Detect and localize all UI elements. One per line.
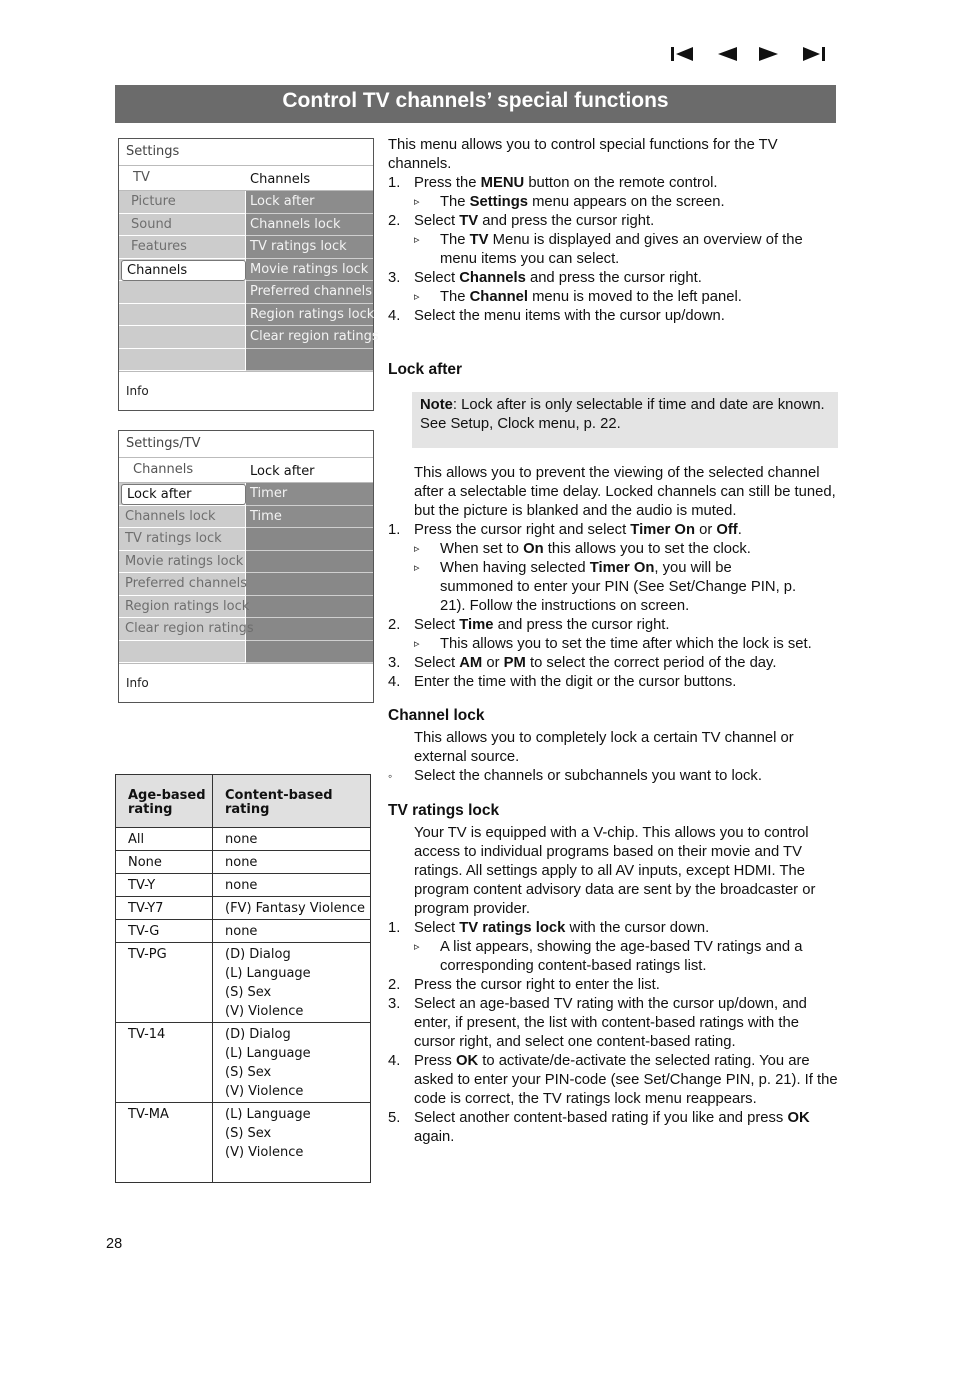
- menu-row: [119, 326, 379, 349]
- ratings-table: [115, 774, 371, 1183]
- menu-item-region-ratings-lock[interactable]: Region ratings lock: [125, 598, 250, 614]
- content-rating: (S) Sex: [225, 985, 272, 1000]
- menu-header: Settings: [119, 139, 373, 166]
- intro-text: This menu allows you to control special functions for the TV channels.: [388, 137, 778, 172]
- menu-item-clear-region-ratings[interactable]: Clear region ratings: [125, 621, 254, 636]
- menu-row: [119, 641, 373, 664]
- step-3-result: ▹ The Channel menu is moved to the left panel.: [414, 289, 742, 305]
- content-rating: (V) Violence: [225, 1084, 304, 1099]
- settings-menu-panel: [118, 138, 379, 411]
- arrow-icon: ▹: [414, 638, 420, 650]
- section-title-tv-ratings-lock: TV ratings lock: [388, 802, 500, 819]
- menu-item-picture[interactable]: Picture: [131, 194, 176, 209]
- content-rating: (V) Violence: [225, 1145, 304, 1160]
- step-2-result: ▹ The TV Menu is displayed and gives an overview of the menu items you can select.: [414, 232, 803, 267]
- content-rating: (D) Dialog: [225, 947, 291, 962]
- lock-after-step-1-result-2: ▹ When having selected Timer On, you will be summoned to enter your PIN (See Set/Change PIN, p. 21). Follow the instructions on screen.: [414, 560, 797, 614]
- channel-lock-bullet: ◦ Select the channels or subchannels you want to lock.: [388, 768, 762, 784]
- age-rating: TV-PG: [116, 943, 213, 1023]
- submenu-item-region-ratings-lock[interactable]: Region ratings lock: [250, 306, 375, 322]
- table-row: [116, 1023, 371, 1103]
- submenu-item-preferred-channels[interactable]: Preferred channels: [250, 284, 373, 299]
- section-title-lock-after: Lock after: [388, 361, 463, 378]
- arrow-icon: ▹: [414, 543, 420, 555]
- submenu-item-lock-after[interactable]: Lock after: [250, 194, 315, 209]
- menu-row: [119, 349, 373, 372]
- content-rating: none: [213, 828, 371, 851]
- table-row: [116, 828, 371, 851]
- note-box: Note: Lock after is only selectable if time and date are known. See Setup, Clock menu, p. 22.: [412, 392, 838, 448]
- menu-row: [119, 304, 373, 327]
- age-rating: TV-Y7: [116, 897, 213, 920]
- arrow-icon: ▹: [414, 291, 420, 303]
- age-rating: TV-14: [116, 1023, 213, 1103]
- menu-item-sound[interactable]: Sound: [131, 216, 172, 232]
- menu-row: [119, 551, 373, 574]
- lock-after-step-4: 4. Enter the time with the digit or the cursor buttons.: [388, 674, 737, 690]
- submenu-item-tv-ratings-lock[interactable]: TV ratings lock: [250, 239, 347, 254]
- table-row: [116, 851, 371, 874]
- lock-after-step-2-result: ▹ This allows you to set the time after which the lock is set.: [414, 636, 812, 652]
- arrow-icon: ▹: [414, 234, 420, 246]
- submenu-item-timer[interactable]: Timer: [250, 486, 288, 501]
- step-4: 4. Select the menu items with the cursor up/down.: [388, 308, 725, 324]
- tv-ratings-step-4: 4. Press OK to activate/de-activate the selected rating. You are asked to enter your PIN-code (see Set/Change PIN, p. 21). If the code is correct, the TV ratings lock menu reappears.: [388, 1053, 838, 1107]
- tv-ratings-step-1-result: ▹ A list appears, showing the age-based TV ratings and a corresponding content-based ratings list.: [414, 939, 803, 974]
- arrow-icon: ▹: [414, 196, 420, 208]
- menu-row: [119, 281, 373, 304]
- menu-item-channels-lock[interactable]: Channels lock: [125, 508, 216, 524]
- age-rating: TV-MA: [116, 1103, 213, 1183]
- menu-row: [119, 214, 373, 237]
- submenu-item-channels-lock[interactable]: Channels lock: [250, 216, 341, 232]
- tv-ratings-intro: Your TV is equipped with a V-chip. This allows you to control access to individual programs based on their movie and TV ratings. All settings apply to all AV inputs, except HDMI. The program content advisory data are sent by the broadcaster or program provider.: [414, 825, 816, 917]
- age-rating: TV-G: [116, 920, 213, 943]
- page-navigation: [664, 42, 834, 66]
- menu-breadcrumb: [119, 458, 373, 483]
- menu-row: [119, 596, 373, 619]
- content-rating-list: [213, 1023, 371, 1103]
- content-rating: (V) Violence: [225, 1004, 304, 1019]
- submenu-item-time[interactable]: Time: [250, 508, 282, 524]
- lock-after-step-3: 3. Select AM or PM to select the correct period of the day.: [388, 655, 777, 671]
- breadcrumb-left: Channels: [133, 462, 194, 477]
- arrow-icon: ▹: [414, 941, 420, 953]
- menu-row: [119, 528, 373, 551]
- step-1: 1. Press the MENU button on the remote control.: [388, 175, 718, 191]
- arrow-icon: ▹: [414, 562, 420, 574]
- submenu-item-movie-ratings-lock[interactable]: Movie ratings lock: [250, 261, 369, 277]
- instructions-column: [388, 136, 838, 1147]
- menu-item-movie-ratings-lock[interactable]: Movie ratings lock: [125, 553, 244, 569]
- content-rating: (S) Sex: [225, 1065, 272, 1080]
- skip-to-start-icon[interactable]: [668, 42, 696, 66]
- age-rating: None: [116, 851, 213, 874]
- table-row: [116, 897, 371, 920]
- menu-row: [119, 236, 373, 259]
- previous-icon[interactable]: [712, 42, 740, 66]
- next-icon[interactable]: [756, 42, 784, 66]
- content-rating: (L) Language: [225, 966, 311, 981]
- page-title: Control TV channels’ special functions: [115, 85, 836, 123]
- age-rating: All: [116, 828, 213, 851]
- menu-row: [119, 573, 373, 596]
- tv-ratings-step-3: 3. Select an age-based TV rating with the cursor up/down, and enter, if present, the list with content-based ratings with the cursor right, and select one content-based rating.: [388, 996, 807, 1050]
- content-rating: (D) Dialog: [225, 1027, 291, 1042]
- table-row: [116, 874, 371, 897]
- content-rating: (FV) Fantasy Violence: [213, 897, 371, 920]
- menu-row: [119, 191, 373, 214]
- menu-row: [119, 506, 373, 529]
- bullet-icon: ◦: [388, 769, 393, 783]
- content-rating: (S) Sex: [225, 1126, 272, 1141]
- menu-item-channels-selected[interactable]: Channels: [121, 260, 246, 281]
- column-header-content: Content-based rating: [213, 775, 371, 828]
- column-header-age: Age-based rating: [116, 775, 213, 828]
- lock-after-step-1-result: ▹ When set to On this allows you to set the clock.: [414, 541, 751, 557]
- content-rating-list: [213, 943, 371, 1023]
- skip-to-end-icon[interactable]: [800, 42, 828, 66]
- table-row: [116, 943, 371, 1023]
- table-row: [116, 920, 371, 943]
- breadcrumb-left: TV: [133, 170, 150, 185]
- lock-after-step-1: 1. Press the cursor right and select Timer On or Off.: [388, 522, 742, 538]
- content-rating: none: [213, 920, 371, 943]
- step-1-result: ▹ The Settings menu appears on the screen.: [414, 194, 725, 210]
- submenu-item-clear-region-ratings[interactable]: Clear region ratings: [250, 329, 379, 344]
- menu-info: Info: [119, 371, 373, 410]
- age-rating: TV-Y: [116, 874, 213, 897]
- tv-ratings-step-2: 2. Press the cursor right to enter the list.: [388, 977, 660, 993]
- menu-header: Settings/TV: [119, 431, 373, 458]
- menu-row: [119, 483, 373, 506]
- channels-menu-panel: [118, 430, 374, 703]
- lock-after-intro: This allows you to prevent the viewing of the selected channel after a selectable time delay. Locked channels can still be tuned, but the picture is blanked and the audio is muted.: [414, 465, 836, 519]
- menu-info: Info: [119, 663, 373, 702]
- menu-row: [119, 618, 373, 641]
- content-rating: none: [213, 874, 371, 897]
- breadcrumb-right: Lock after: [250, 464, 315, 479]
- menu-breadcrumb: [119, 166, 373, 191]
- content-rating: (L) Language: [225, 1107, 311, 1122]
- menu-item-preferred-channels[interactable]: Preferred channels: [125, 576, 248, 591]
- page-number: 28: [106, 1236, 123, 1252]
- tv-ratings-step-1: 1. Select TV ratings lock with the cursor down.: [388, 920, 710, 936]
- section-title-channel-lock: Channel lock: [388, 707, 485, 724]
- channel-lock-intro: This allows you to completely lock a certain TV channel or external source.: [414, 730, 794, 765]
- content-rating: (L) Language: [225, 1046, 311, 1061]
- menu-item-tv-ratings-lock[interactable]: TV ratings lock: [125, 531, 222, 546]
- menu-item-features[interactable]: Features: [131, 239, 187, 254]
- step-3: 3. Select Channels and press the cursor right.: [388, 270, 702, 286]
- menu-row: [119, 259, 373, 282]
- menu-item-lock-after-selected[interactable]: Lock after: [121, 484, 246, 505]
- content-rating-list: [213, 1103, 371, 1183]
- breadcrumb-right: Channels: [250, 172, 311, 187]
- table-row: [116, 1103, 371, 1183]
- step-2: 2. Select TV and press the cursor right.: [388, 213, 655, 229]
- lock-after-step-2: 2. Select Time and press the cursor right.: [388, 617, 670, 633]
- content-rating: none: [213, 851, 371, 874]
- tv-ratings-step-5: 5. Select another content-based rating if you like and press OK again.: [388, 1110, 810, 1145]
